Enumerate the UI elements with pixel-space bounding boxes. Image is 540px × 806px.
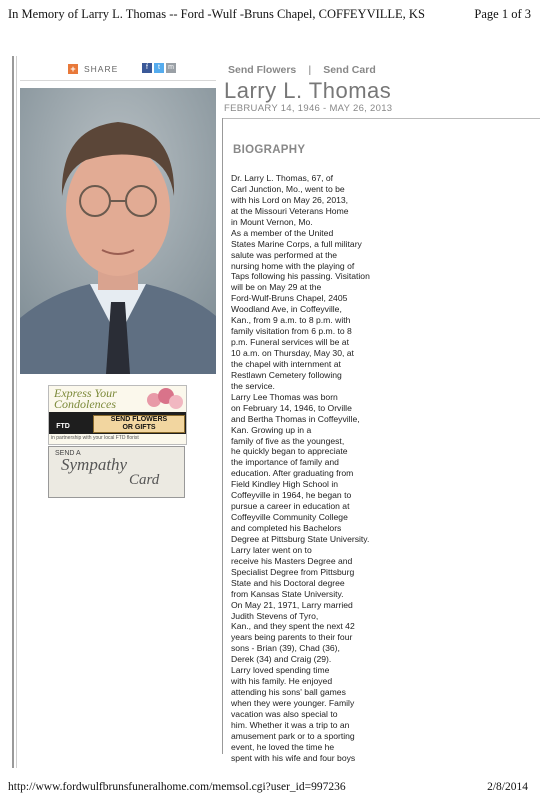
share-button[interactable]: SHARE	[84, 64, 119, 74]
biography-line: and Bertha Thomas in Coffeyville,	[231, 413, 360, 424]
biography-line: Kan. Growing up in a	[231, 424, 312, 435]
biography-line: the importance of family and	[231, 457, 339, 468]
biography-line: receive his Masters Degree and	[231, 555, 353, 566]
send-sympathy-card-ad[interactable]	[48, 446, 185, 498]
biography-line: he quickly began to appreciate	[231, 446, 348, 457]
biography-line: pursue a career in education at	[231, 501, 350, 512]
biography-line: 10 a.m. on Thursday, May 30, at	[231, 348, 354, 358]
biography-line: Carl Junction, Mo., went to be	[231, 183, 345, 194]
biography-line: family of five as the youngest,	[231, 435, 345, 446]
page-frame-border-inner	[16, 56, 17, 768]
biography-line: vacation was also special to	[231, 708, 338, 719]
biography-line: Ford-Wulf-Bruns Chapel, 2405	[231, 293, 348, 304]
biography-line: Coffeyville in 1964, he began to	[231, 490, 352, 501]
biography-line: As a member of the United	[231, 227, 334, 238]
print-header-title: In Memory of Larry L. Thomas -- Ford -Wulf -Bruns Chapel, COFFEYVILLE, KS	[8, 7, 425, 21]
biography-line: On May 21, 1971, Larry married	[231, 599, 353, 610]
ad-card: Card	[129, 472, 160, 488]
biography-line: on February 14, 1946, to Orville	[231, 402, 352, 413]
biography-line: from Kansas State University.	[231, 588, 344, 599]
send-card-link[interactable]: Send Card	[323, 64, 376, 76]
biography-line: the service.	[231, 380, 275, 391]
biography-line: education. After graduating from	[231, 468, 354, 479]
biography-line: Kan., and they spent the next 42	[231, 621, 355, 632]
deceased-name: Larry L. Thomas	[224, 78, 392, 103]
biography-panel-border	[222, 118, 223, 754]
obituary-nav	[228, 64, 376, 76]
biography-line: event, he loved the time he	[231, 741, 335, 752]
biography-heading: BIOGRAPHY	[233, 144, 306, 156]
life-dates: FEBRUARY 14, 1946 - MAY 26, 2013	[224, 103, 393, 114]
biography-line: Coffeyville Community College	[231, 512, 348, 523]
biography-line: with his Lord on May 26, 2013,	[231, 194, 349, 205]
biography-line: States Marine Corps, a full military	[231, 238, 362, 249]
biography-line: family visitation from 6 p.m. to 8	[231, 326, 352, 337]
biography-line: Restlawn Cemetery following	[231, 369, 342, 380]
facebook-icon[interactable]: f	[142, 63, 152, 73]
biography-line: Larry later went on to	[231, 544, 312, 555]
biography-panel-top-border	[222, 118, 540, 119]
ad-send-a: SEND A	[55, 450, 81, 457]
print-footer-url: http://www.fordwulfbrunsfuneralhome.com/memsol.cgi?user_id=997236	[8, 781, 346, 793]
deceased-photo	[20, 88, 216, 374]
biography-line: Field Kindley High School in	[231, 479, 339, 490]
biography-line: him. Whether it was a trip to an	[231, 719, 350, 730]
biography-line: Degree at Pittsburg State University.	[231, 533, 370, 544]
biography-line: Dr. Larry L. Thomas, 67, of	[231, 173, 334, 183]
ad-button-line1: SEND FLOWERS	[110, 416, 168, 423]
ftd-logo-icon: FTD	[56, 423, 70, 430]
biography-line: nursing home with the playing of	[231, 260, 355, 271]
print-header-page: Page 1 of 3	[474, 7, 531, 21]
biography-line: Larry Lee Thomas was born	[231, 391, 338, 402]
biography-line: salute was performed at the	[231, 249, 338, 260]
biography-line: and completed his Bachelors	[231, 523, 342, 533]
ad-footnote: in partnership with your local FTD florist	[51, 435, 139, 441]
biography-line: Judith Stevens of Tyro,	[231, 610, 319, 621]
send-flowers-link[interactable]: Send Flowers	[228, 64, 297, 76]
portrait-image	[20, 88, 216, 374]
biography-line: years being parents to their four	[231, 632, 353, 643]
share-plus-icon[interactable]: +	[68, 64, 78, 74]
biography-line: Kan., from 9 a.m. to 8 p.m. with	[231, 315, 351, 326]
biography-line: with his family. He enjoyed	[231, 676, 333, 687]
biography-line: will be on May 29 at the	[231, 282, 322, 293]
page-frame-border	[12, 56, 14, 768]
social-icons	[142, 63, 176, 73]
biography-line: amusement park or to a sporting	[231, 730, 355, 741]
biography-line: Derek (34) and Craig (29).	[231, 654, 332, 665]
biography-line: State and his Doctoral degree	[231, 577, 345, 588]
biography-line: in Mount Vernon, Mo.	[231, 216, 313, 227]
biography-line: spent with his wife and four boys	[231, 752, 356, 763]
biography-line: Woodland Ave, in Coffeyville,	[231, 304, 342, 315]
biography-line: when they were younger. Family	[231, 698, 355, 708]
ad-button-line2: OR GIFTS	[122, 424, 156, 431]
share-bar	[20, 60, 216, 81]
print-footer-date: 2/8/2014	[487, 781, 528, 793]
biography-line: sons - Brian (39), Chad (36),	[231, 643, 340, 654]
biography-line: the chapel with internment at	[231, 358, 341, 369]
biography-line: p.m. Funeral services will be at	[231, 337, 349, 348]
nav-separator: |	[308, 64, 312, 76]
flower-bouquet-icon	[144, 386, 184, 412]
biography-line: attending his sons' ball games	[231, 687, 346, 698]
email-icon[interactable]: m	[166, 63, 176, 73]
send-flowers-or-gifts-button[interactable]	[93, 415, 185, 433]
twitter-icon[interactable]: t	[154, 63, 164, 73]
biography-line: Specialist Degree from Pittsburg	[231, 566, 355, 577]
biography-line: Taps following his passing. Visitation	[231, 271, 370, 282]
ad-heading-line2: Condolences	[54, 397, 116, 411]
express-condolences-ad[interactable]	[48, 385, 187, 445]
ad-sympathy: Sympathy	[61, 455, 128, 474]
ad-heading-line1: Express Your	[54, 386, 117, 400]
biography-text	[231, 173, 403, 764]
biography-line: at the Missouri Veterans Home	[231, 205, 349, 216]
biography-line: Larry loved spending time	[231, 665, 330, 676]
